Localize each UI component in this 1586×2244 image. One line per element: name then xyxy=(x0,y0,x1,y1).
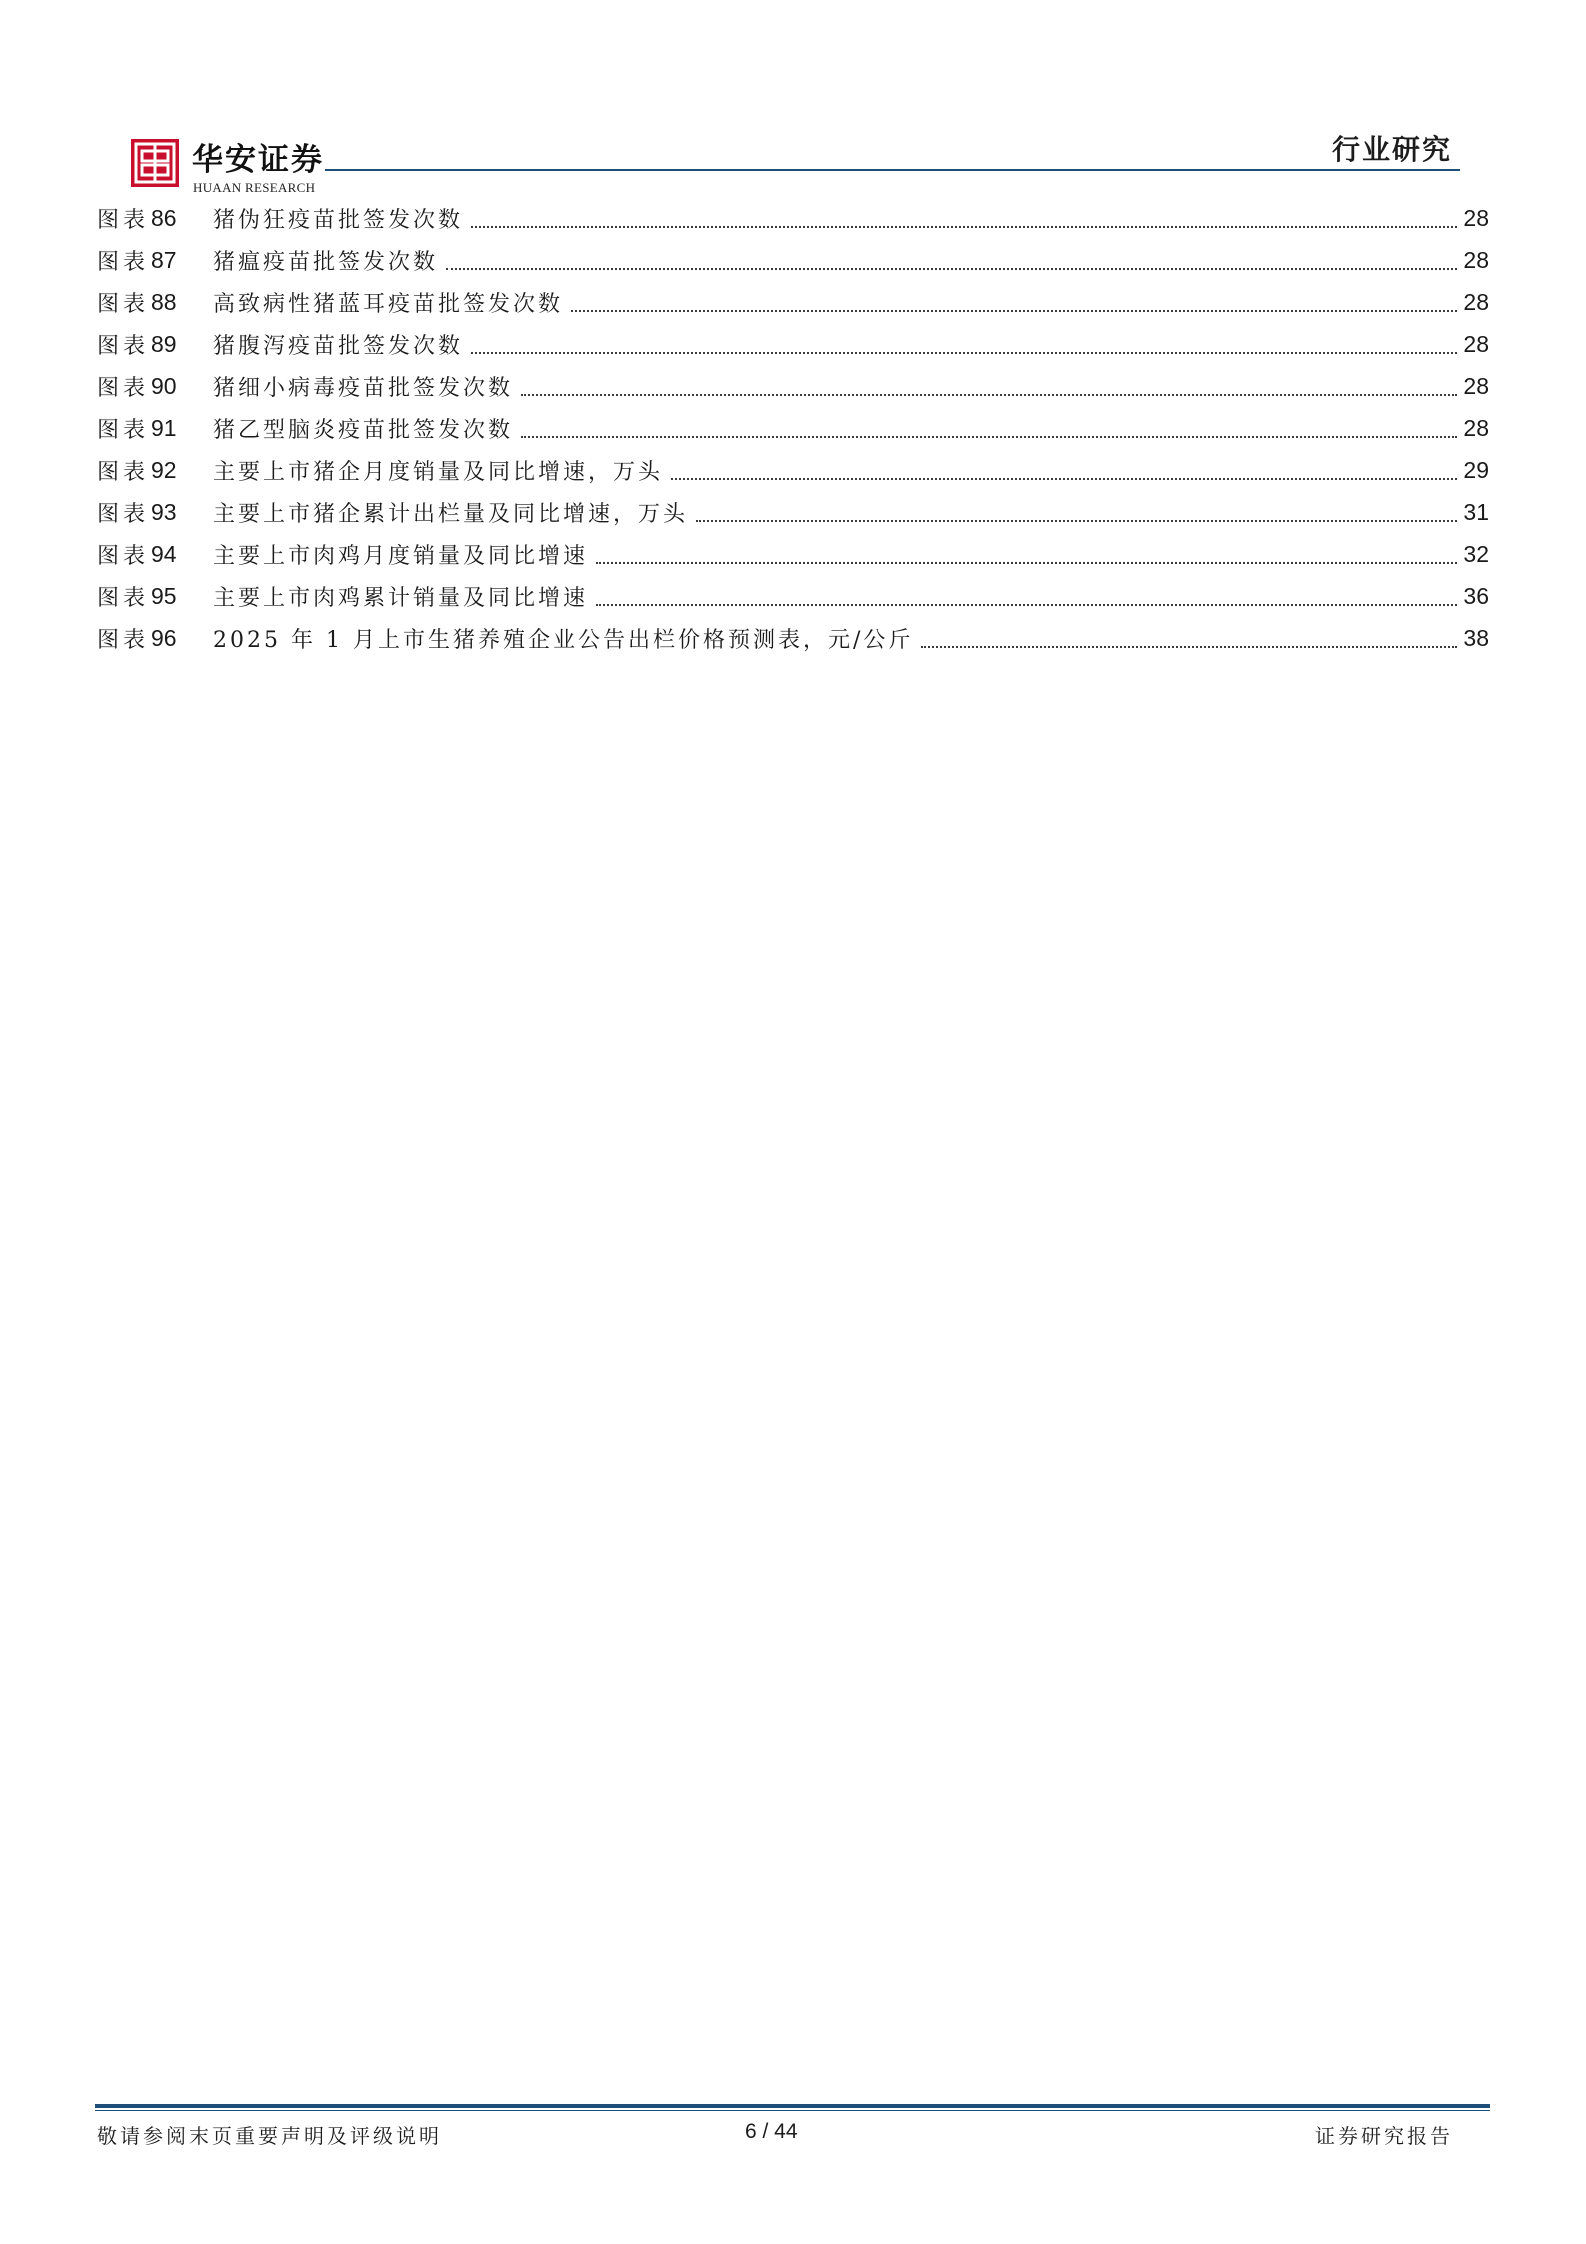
toc-entry-title: 主要上市猪企累计出栏量及同比增速，万头 xyxy=(213,501,689,527)
toc-entry-number: 94 xyxy=(151,540,177,567)
toc-entry-page: 29 xyxy=(1463,456,1489,483)
toc-entry[interactable] xyxy=(97,575,1489,617)
toc-dot-leader xyxy=(696,519,1457,522)
toc-entry-number: 91 xyxy=(151,414,177,441)
figure-list xyxy=(97,197,1489,659)
toc-entry-page: 28 xyxy=(1463,372,1489,399)
toc-entry-number: 92 xyxy=(151,456,177,483)
toc-entry-prefix: 图表 xyxy=(97,291,150,317)
toc-dot-leader xyxy=(596,561,1457,564)
toc-entry[interactable] xyxy=(97,239,1489,281)
page-header xyxy=(0,0,1586,200)
toc-entry-title: 主要上市肉鸡月度销量及同比增速 xyxy=(213,543,589,569)
toc-entry-number: 87 xyxy=(151,246,177,273)
toc-entry[interactable] xyxy=(97,449,1489,491)
toc-entry-prefix: 图表 xyxy=(97,333,150,359)
toc-dot-leader xyxy=(671,477,1457,480)
disclaimer-note: 敬请参阅末页重要声明及评级说明 xyxy=(97,2124,442,2148)
toc-entry-number: 90 xyxy=(151,372,177,399)
report-type: 证券研究报告 xyxy=(1315,2124,1453,2148)
toc-dot-leader xyxy=(521,393,1457,396)
toc-entry-page: 38 xyxy=(1463,624,1489,651)
toc-entry-page: 28 xyxy=(1463,288,1489,315)
toc-entry-page: 28 xyxy=(1463,246,1489,273)
toc-dot-leader xyxy=(521,435,1457,438)
toc-entry-title: 主要上市肉鸡累计销量及同比增速 xyxy=(213,585,589,611)
toc-entry-title: 主要上市猪企月度销量及同比增速，万头 xyxy=(213,459,664,485)
toc-entry-number: 96 xyxy=(151,624,177,651)
toc-entry-page: 28 xyxy=(1463,330,1489,357)
toc-entry-number: 86 xyxy=(151,204,177,231)
toc-entry-prefix: 图表 xyxy=(97,417,150,443)
huaan-logo-icon xyxy=(131,139,179,187)
header-rule xyxy=(325,169,1460,171)
toc-entry-prefix: 图表 xyxy=(97,501,150,527)
toc-dot-leader xyxy=(471,225,1457,228)
toc-entry[interactable] xyxy=(97,617,1489,659)
toc-entry-number: 89 xyxy=(151,330,177,357)
toc-dot-leader xyxy=(596,603,1457,606)
toc-entry-number: 93 xyxy=(151,498,177,525)
toc-entry-number: 88 xyxy=(151,288,177,315)
toc-entry-title: 猪乙型脑炎疫苗批签发次数 xyxy=(213,417,514,443)
toc-entry-page: 36 xyxy=(1463,582,1489,609)
toc-entry-title: 猪细小病毒疫苗批签发次数 xyxy=(213,375,514,401)
toc-entry-title: 2025 年 1 月上市生猪养殖企业公告出栏价格预测表，元/公斤 xyxy=(213,627,914,653)
brand-name: 华安证券 xyxy=(192,142,324,178)
page-number: 6 / 44 xyxy=(745,2120,798,2143)
toc-entry[interactable] xyxy=(97,491,1489,533)
footer-rule-thin xyxy=(95,2110,1490,2111)
toc-entry-prefix: 图表 xyxy=(97,627,150,653)
toc-entry-title: 猪腹泻疫苗批签发次数 xyxy=(213,333,464,359)
toc-entry-page: 28 xyxy=(1463,204,1489,231)
toc-dot-leader xyxy=(471,351,1457,354)
toc-dot-leader xyxy=(571,309,1457,312)
toc-entry-title: 猪伪狂疫苗批签发次数 xyxy=(213,207,464,233)
toc-entry-prefix: 图表 xyxy=(97,585,150,611)
toc-entry-title: 高致病性猪蓝耳疫苗批签发次数 xyxy=(213,291,564,317)
toc-entry[interactable] xyxy=(97,197,1489,239)
toc-dot-leader xyxy=(446,267,1457,270)
toc-entry-prefix: 图表 xyxy=(97,249,150,275)
toc-entry-title: 猪瘟疫苗批签发次数 xyxy=(213,249,439,275)
toc-entry-page: 28 xyxy=(1463,414,1489,441)
brand-english: HUAAN RESEARCH xyxy=(193,180,316,195)
footer-rule xyxy=(95,2104,1490,2108)
toc-entry[interactable] xyxy=(97,407,1489,449)
section-title: 行业研究 xyxy=(1331,133,1452,166)
toc-entry-prefix: 图表 xyxy=(97,207,150,233)
toc-entry[interactable] xyxy=(97,281,1489,323)
toc-entry[interactable] xyxy=(97,323,1489,365)
toc-entry-page: 31 xyxy=(1463,498,1489,525)
toc-entry-prefix: 图表 xyxy=(97,459,150,485)
toc-entry-prefix: 图表 xyxy=(97,375,150,401)
toc-dot-leader xyxy=(921,645,1457,648)
toc-entry-page: 32 xyxy=(1463,540,1489,567)
toc-entry[interactable] xyxy=(97,533,1489,575)
toc-entry[interactable] xyxy=(97,365,1489,407)
toc-entry-number: 95 xyxy=(151,582,177,609)
toc-entry-prefix: 图表 xyxy=(97,543,150,569)
